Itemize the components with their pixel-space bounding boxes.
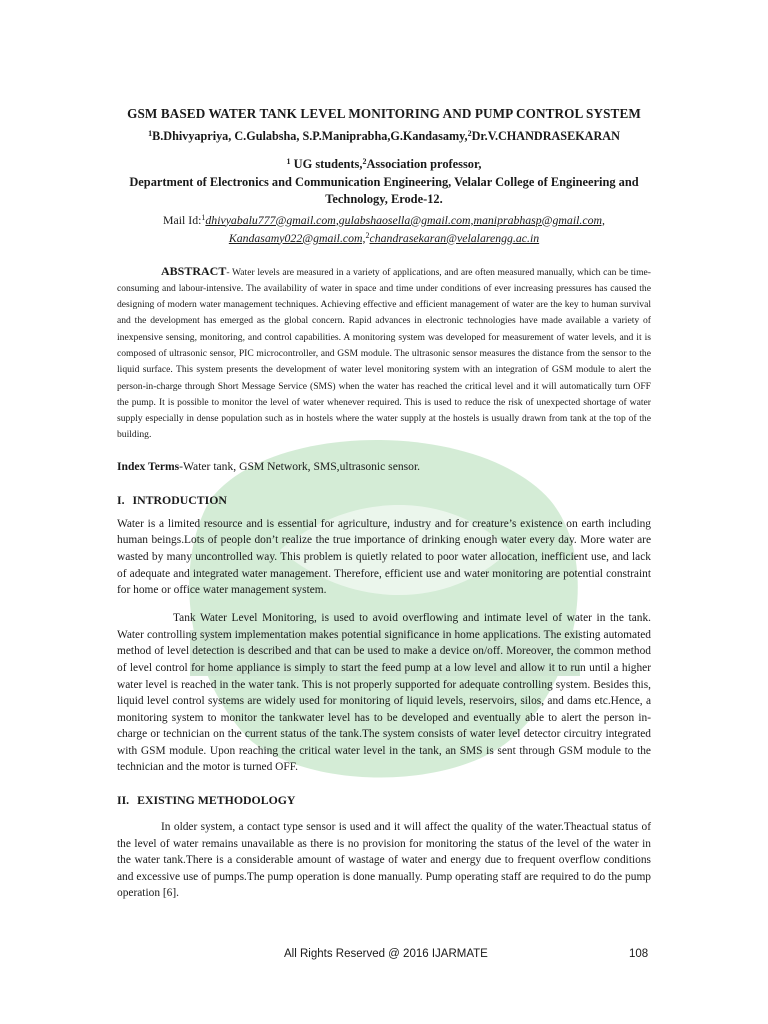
affil-ug: UG students, <box>290 157 363 171</box>
intro-paragraph-1: Water is a limited resource and is essential for agriculture, industry and for creature’s existence on earth including human beings.Lots of people don’t realize the true importance of drinking enough water every day. More water are wasted by many uncontrolled way. This problem is quietly related to poor water allocation, inefficient use, and lack of adequate and integrated water management. Therefore, efficient use and water monitoring are potential constraint for home or office water management system. <box>117 517 651 597</box>
paper-page <box>117 104 651 913</box>
mail-emails-1[interactable]: dhivyabalu777@gmail.com,gulabshaosella@gmail.com,maniprabhasp@gmail.com, <box>205 212 605 227</box>
section-heading-existing-methodology <box>117 791 651 809</box>
abstract-heading: ABSTRACT <box>161 263 227 278</box>
abstract-text: - Water levels are measured in a variety of applications, and are often measured manually, which can be time-consuming and labour-intensive. The availability of water in space and time under conditions of ever increasing pressures has caused the designing of modern water management techniques. Achieving effective and efficient management of water are the key to human survival and the development has emerged as the global concern. Rapid advances in electronic technologies have made available a variety of inexpensive sensing, monitoring, and control capabilities. A monitoring system was developed for measurement of water levels, and it is composed of ultrasonic sensor, PIC microcontroller, and GSM module. The ultrasonic sensor measures the distance from the sensor to the liquid surface. This system presents the development of water level monitoring system with an integration of GSM module to alert the person-in-charge through Short Message Service (SMS) when the water has reached the critical level and it will automatically turn OFF the pump. It is possible to monitor the level of water whenever required. This is used to reduce the risk of unexpected shortage of water supply especially in dense population such as in hostels where the water supply at the hostels is usually drawn from tank at the top of the building. <box>117 266 651 441</box>
mail-sup-1: 1 <box>201 212 206 222</box>
author-last: Dr.V.CHANDRASEKARAN <box>471 129 620 143</box>
index-terms <box>117 458 651 476</box>
copyright-notice: All Rights Reserved @ 2016 IJARMATE <box>284 948 488 960</box>
mail-ids <box>117 210 651 246</box>
section-number: II. <box>117 793 130 808</box>
mail-label: Mail Id: <box>163 212 202 227</box>
index-terms-text: -Water tank, GSM Network, SMS,ultrasonic sensor. <box>179 459 421 473</box>
affil-prof: Association professor, <box>366 157 482 171</box>
affil-sup-2: 2 <box>362 157 367 166</box>
index-terms-label: Index Terms <box>117 459 180 473</box>
existing-paragraph-1: In older system, a contact type sensor is used and it will affect the quality of the water.Theactual status of the level of water remains unavailable as there is no provision for monitoring the status of the level of the water in the water tank.There is a considerable amount of wastage of water and energy due to frequent overflow conditions and excessive use of pumps.The pump operation is done manually. Pump operating staff are required to do the pump operation [6]. <box>117 821 651 900</box>
abstract <box>117 263 651 444</box>
author-sup-1: 1 <box>148 129 153 138</box>
section-title: EXISTING METHODOLOGY <box>137 793 296 808</box>
mail-line-2 <box>117 228 651 246</box>
mail-emails-3[interactable]: chandrasekaran@velalarengg.ac.in <box>369 230 540 245</box>
intro-paragraph-2: Tank Water Level Monitoring, is used to avoid overflowing and intimate level of water in the tank. Water controlling system implementation makes potential significance in home applications. The existing automated method of level detection is described and that can be used to make a device on/off. Moreover, the common method of level control for home appliance is simply to start the feed pump at a low level and allow it to run until a higher water level is reached in the water tank. This is not properly supported for adequate controlling system. Besides this, liquid level control systems are widely used for monitoring of liquid levels, reservoirs, silos, and dams etc.Hence, a monitoring system to monitor the tankwater level has to be developed and eventually able to alert the person in-charge or technician on the current status of the tank.The system consists of water level detector circuitry integrated with GSM module. Upon reaching the critical water level in the tank, an SMS is sent through GSM module to the technician and the motor is turned OFF. <box>117 612 651 774</box>
section-heading-introduction <box>117 491 651 509</box>
affiliation-roles <box>117 153 651 174</box>
mail-line-1 <box>117 210 651 228</box>
author-names: B.Dhivyapriya, C.Gulabsha, S.P.Maniprabha,G.Kandasamy, <box>152 129 468 143</box>
affil-sup-1: 1 <box>286 157 291 166</box>
mail-sup-2: 2 <box>365 230 370 240</box>
section-number: I. <box>117 492 125 507</box>
affiliation <box>117 153 651 209</box>
affiliation-department: Department of Electronics and Communication Engineering, Velalar College of Engineering and Technology, Erode-12. <box>129 174 639 206</box>
section-title: INTRODUCTION <box>132 492 227 507</box>
author-list <box>117 125 651 145</box>
author-sup-2: 2 <box>467 129 472 138</box>
mail-emails-2[interactable]: Kandasamy022@gmail.com, <box>228 230 366 245</box>
page-number: 108 <box>629 948 649 960</box>
paper-title: GSM BASED WATER TANK LEVEL MONITORING AND PUMP CONTROL SYSTEM <box>127 106 641 121</box>
